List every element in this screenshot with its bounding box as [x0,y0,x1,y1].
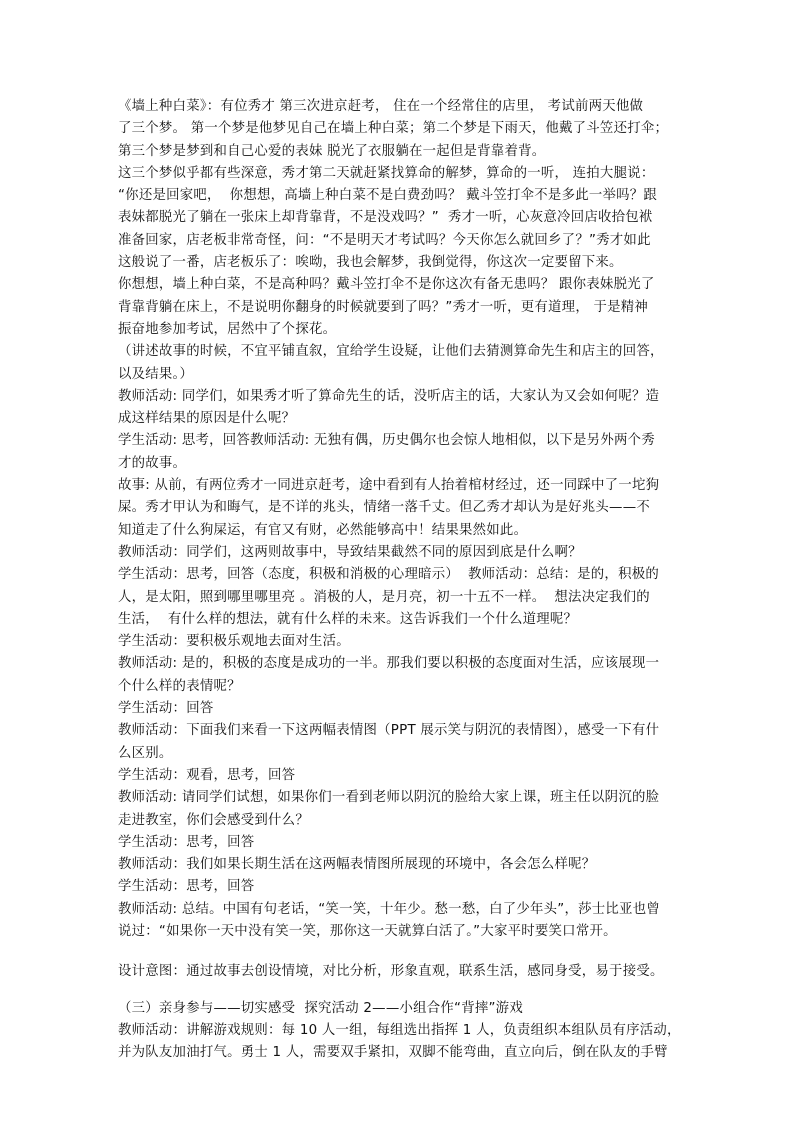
body-text-line: 学生活动：要积极乐观地去面对生活。 [118,634,350,650]
body-text-line: 学生活动: 思考，回答教师活动: 无独有偶，历史偶尔也会惊人地相似，以下是另外两个秀 [118,433,655,449]
body-text-line: 了三个梦。 第一个梦是他梦见自己在墙上种白菜；第二个梦是下雨天，他戴了斗笠还打伞； [118,121,669,137]
spacer [118,943,686,961]
section-3 [118,998,686,1065]
body-text-line: 第三个梦是梦到和自己心爱的表妹 脱光了衣服躺在一起但是背靠着背。 [118,143,546,159]
section3-text-line: 教师活动：讲解游戏规则：每 10 人一组，每组选出指挥 1 人，负责组织本组队员有序活动， [118,1022,681,1038]
body-text-line: 你想想，墙上种白菜，不是高种吗？戴斗笠打伞不是你这次有备无患吗？ 跟你表妹脱光了 [118,277,655,293]
body-text-line: 教师活动：我们如果长期生活在这两幅表情图所展现的环境中，各会怎么样呢？ [118,857,596,873]
body-text-line: 教师活动: 同学们，如果秀才听了算命先生的话，没听店主的话，大家认为又会如何呢？造 [118,388,660,404]
body-text-line: “你还是回家吧， 你想想，高墙上种白菜不是白费劲吗？ 戴斗笠打伞不是多此一举吗？跟 [118,188,658,204]
body-text-line: 教师活动: 是的，积极的态度是成功的一半。那我们要以积极的态度面对生活，应该展现一 [118,656,660,672]
body-text-line: 故事: 从前，有两位秀才一同进京赶考，途中看到有人抬着棺材经过，还一同踩中了一坨狗 [118,478,660,494]
body-text-line: 这般说了一番，店老板乐了：唉呦，我也会解梦，我倒觉得，你这次一定要留下来。 [118,255,623,271]
body-text-line: 背靠背躺在床上，不是说明你翻身的时候就要到了吗？”秀才一听，更有道理， 于是精神 [118,299,649,315]
body-text-line: 才的故事。 [118,455,187,471]
design-intent: 设计意图：通过故事去创设情境，对比分析，形象直观，联系生活，感同身受，易于接受。 [118,964,664,980]
body-text-line: 成这样结果的原因是什么呢？ [118,411,296,427]
section3-text-line: （三）亲身参与——切实感受 探究活动 2——小组合作“背摔”游戏 [118,1000,523,1016]
body-text-line: 学生活动：思考，回答 [118,834,255,850]
body-text-line: 知道走了什么狗屎运，有官又有财，必然能够高中！结果果然如此。 [118,522,528,538]
body-text-line: 学生活动：思考，回答 [118,879,255,895]
body-text-line: 学生活动：回答 [118,701,214,717]
body-text-line: 教师活动: 总结。中国有句老话，“笑一笑，十年少。愁一愁，白了少年头”，莎士比亚也曾 [118,901,660,917]
body-text-line: 说过：“如果你一天中没有笑一笑，那你这一天就算白活了。”大家平时要笑口常开。 [118,923,617,939]
body-text-line: 教师活动：下面我们来看一下这两幅表情图（PPT 展示笑与阴沉的表情图），感受一下有什 [118,723,660,739]
body-text-line: 个什么样的表情呢？ [118,678,241,694]
body-text-line: 走进教室，你们会感受到什么？ [118,812,309,828]
body-text-line: （讲述故事的时候，不宜平铺直叙，宜给学生设疑，让他们去猜测算命先生和店主的回答， [118,344,664,360]
body-text-line: 准备回家，店老板非常奇怪，问：“不是明天才考试吗？今天你怎么就回乡了？”秀才如此 [118,232,651,248]
body-text-line: 么区别。 [118,745,173,761]
body-text-line: 人，是太阳，照到哪里哪里亮 。消极的人，是月亮，初一十五不一样。 想法决定我们的 [118,589,650,605]
body-text-line: 屎。秀才甲认为和晦气，是不详的兆头，情绪一落千丈。但乙秀才却认为是好兆头——不 [118,500,650,516]
body-text-line: 表妹都脱光了躺在一张床上却背靠背，不是没戏吗？” 秀才一听，心灰意冷回店收拾包袱 [118,210,653,226]
body-text-line: 学生活动：观看，思考，回答 [118,767,296,783]
section3-text-line: 并为队友加油打气。勇士 1 人，需要双手紧扣，双脚不能弯曲，直立向后，倒在队友的手臂 [118,1045,668,1061]
body-text-line: 《墙上种白菜》：有位秀才 第三次进京赶考， 住在一个经常住的店里， 考试前两天他做 [118,99,644,114]
body-text-line: 以及结果。） [118,366,194,382]
body-text-line: 生活， 有什么样的想法，就有什么样的未来。这告诉我们一个什么道理呢？ [118,611,578,627]
body-text-line: 这三个梦似乎都有些深意，秀才第二天就赶紧找算命的解梦，算命的一听， 连拍大腿说： [118,165,655,181]
lesson-body [118,96,686,943]
document-page [118,96,686,1064]
body-text-line: 振奋地参加考试，居然中了个探花。 [118,321,337,337]
spacer [118,984,686,998]
body-text-line: 学生活动：思考，回答（态度，积极和消极的心理暗示） 教师活动：总结：是的，积极的 [118,567,659,583]
body-text-line: 教师活动：同学们，这两则故事中，导致结果截然不同的原因到底是什么啊？ [118,544,582,560]
body-text-line: 教师活动: 请同学们试想，如果你们一看到老师以阴沉的脸给大家上课，班主任以阴沉的脸 [118,790,660,806]
